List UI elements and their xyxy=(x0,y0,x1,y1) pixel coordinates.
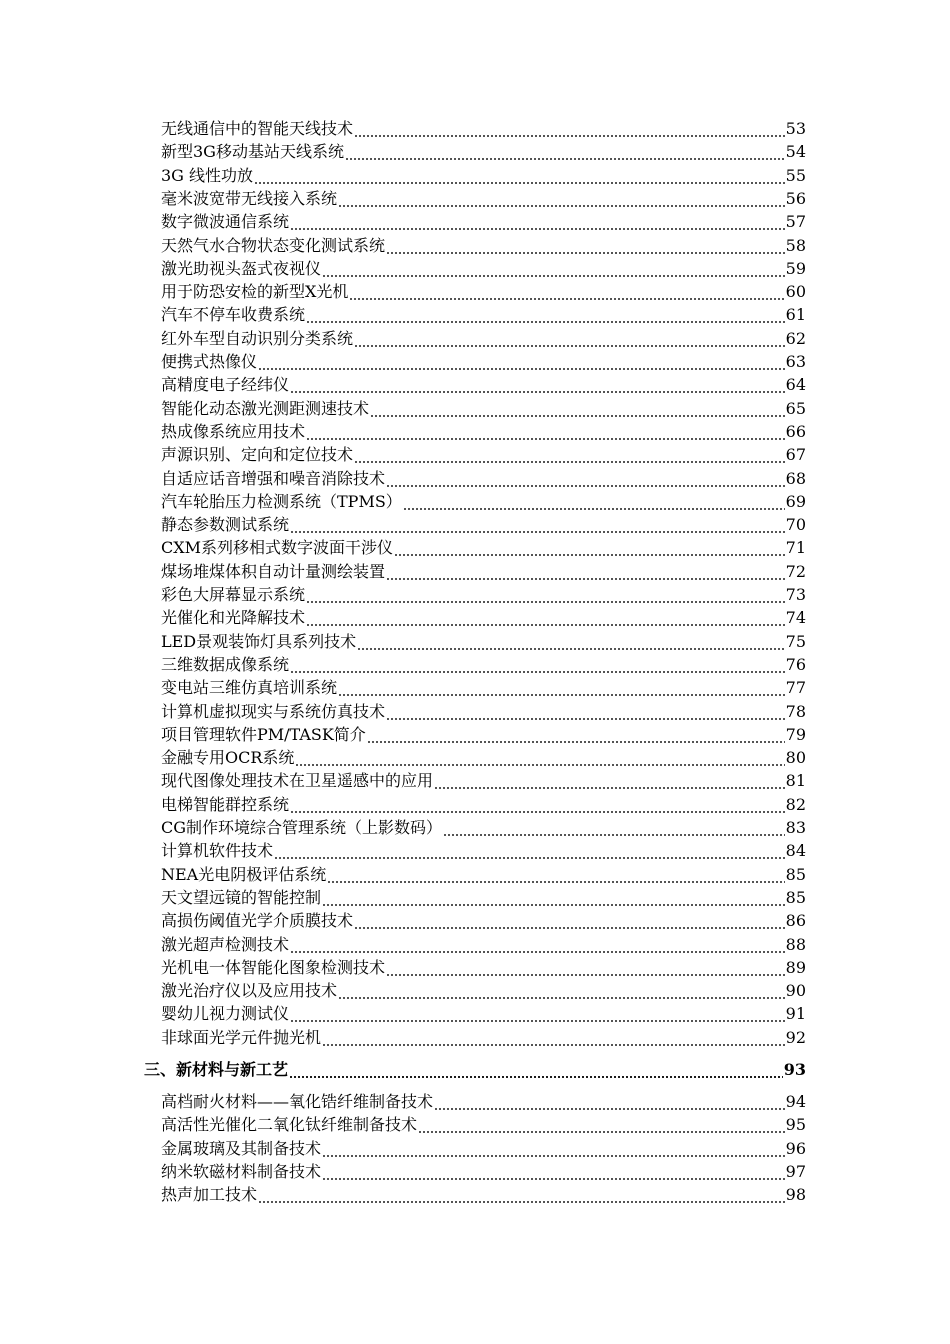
toc-entry[interactable] xyxy=(161,163,806,186)
toc-page: 94 xyxy=(785,1092,806,1111)
toc-page: 89 xyxy=(785,957,806,977)
dot-leader xyxy=(349,282,784,302)
toc-page: 59 xyxy=(785,258,806,278)
toc-page: 80 xyxy=(785,748,806,768)
dot-leader xyxy=(434,771,785,791)
toc-entry[interactable] xyxy=(161,745,806,768)
toc-entry[interactable] xyxy=(161,675,806,698)
dot-leader xyxy=(354,119,785,139)
dot-leader xyxy=(354,911,785,931)
toc-entry[interactable] xyxy=(161,605,806,628)
dot-leader xyxy=(386,236,785,256)
toc-page: 53 xyxy=(785,119,806,138)
toc-page: 84 xyxy=(785,841,806,861)
toc-title: 电梯智能群控系统 xyxy=(161,794,290,814)
toc-page: 96 xyxy=(785,1138,806,1158)
toc-title: 高精度电子经纬仪 xyxy=(161,375,290,395)
toc-page: 92 xyxy=(785,1027,806,1047)
toc-page: 97 xyxy=(785,1161,806,1181)
dot-leader xyxy=(289,1060,783,1080)
dot-leader xyxy=(345,142,785,162)
toc-page: 57 xyxy=(785,212,806,232)
dot-leader xyxy=(443,818,785,838)
toc-entry[interactable] xyxy=(161,978,806,1001)
dot-leader xyxy=(306,422,785,442)
dot-leader xyxy=(295,748,784,768)
toc-title: 高损伤阈值光学介质膜技术 xyxy=(161,911,354,931)
toc-entry[interactable] xyxy=(161,815,806,838)
dot-leader xyxy=(322,259,785,279)
toc-title: 彩色大屏幕显示系统 xyxy=(161,585,306,604)
dot-leader xyxy=(338,189,785,209)
dot-leader xyxy=(370,399,785,419)
toc-page: 77 xyxy=(785,678,806,698)
toc-entry[interactable] xyxy=(161,326,806,349)
dot-leader xyxy=(254,166,785,186)
toc-entry[interactable] xyxy=(161,512,806,535)
toc-page: 63 xyxy=(785,352,806,371)
toc-page: 55 xyxy=(785,165,806,185)
toc-title: 纳米软磁材料制备技术 xyxy=(161,1161,322,1181)
dot-leader xyxy=(386,562,785,582)
toc-entry[interactable] xyxy=(161,838,806,861)
dot-leader xyxy=(394,538,785,558)
dot-leader xyxy=(357,632,785,652)
toc-title: 激光超声检测技术 xyxy=(161,934,290,954)
toc-page: 64 xyxy=(785,375,806,395)
dot-leader xyxy=(290,655,785,675)
toc-entry[interactable] xyxy=(161,629,806,652)
toc-title: 数字微波通信系统 xyxy=(161,212,290,232)
dot-leader xyxy=(418,1115,785,1135)
toc-page: 70 xyxy=(785,515,806,535)
toc-section-heading[interactable] xyxy=(144,1057,806,1080)
toc-entry[interactable] xyxy=(161,419,806,442)
toc-entry[interactable] xyxy=(161,722,806,745)
toc-entry[interactable] xyxy=(161,1001,806,1024)
toc-title: 激光助视头盔式夜视仪 xyxy=(161,258,322,278)
dot-leader xyxy=(338,981,785,1001)
dot-leader xyxy=(386,469,785,489)
dot-leader xyxy=(338,678,785,698)
dot-leader xyxy=(386,958,785,978)
toc-entry[interactable] xyxy=(161,699,806,722)
toc-page: 71 xyxy=(785,538,806,558)
toc-title: 天文望远镜的智能控制 xyxy=(161,887,322,907)
toc-entry[interactable] xyxy=(161,652,806,675)
toc-entry[interactable] xyxy=(161,302,806,325)
dot-leader xyxy=(322,888,785,908)
toc-page: 58 xyxy=(785,235,806,255)
toc-entry[interactable] xyxy=(161,139,806,162)
toc-title: 汽车不停车收费系统 xyxy=(161,305,306,325)
toc-title: LED景观装饰灯具系列技术 xyxy=(161,631,357,651)
toc-title: 声源识别、定向和定位技术 xyxy=(161,445,354,465)
toc-entry[interactable] xyxy=(161,932,806,955)
toc-title: 汽车轮胎压力检测系统（TPMS） xyxy=(161,491,402,511)
toc-title: 计算机虚拟现实与系统仿真技术 xyxy=(161,701,386,721)
toc-entry[interactable] xyxy=(161,233,806,256)
toc-title: 静态参数测试系统 xyxy=(161,515,290,535)
toc-title: 无线通信中的智能天线技术 xyxy=(161,119,354,138)
dot-leader xyxy=(306,608,785,628)
toc-page: 66 xyxy=(785,421,806,441)
toc-page: 90 xyxy=(785,981,806,1001)
toc-page: 67 xyxy=(785,445,806,465)
toc-title: 非球面光学元件抛光机 xyxy=(161,1027,322,1047)
dot-leader xyxy=(367,725,785,745)
toc-page: 54 xyxy=(785,142,806,162)
toc-entry[interactable] xyxy=(161,372,806,395)
dot-leader xyxy=(290,515,785,535)
toc-title: 煤场堆煤体积自动计量测绘装置 xyxy=(161,561,386,581)
toc-page: 68 xyxy=(785,468,806,488)
toc-title: 3G 线性功放 xyxy=(161,165,254,185)
toc-page: 82 xyxy=(785,794,806,814)
toc-page: 62 xyxy=(785,328,806,348)
toc-entry[interactable] xyxy=(161,1089,806,1112)
toc-entry[interactable] xyxy=(161,1182,806,1205)
toc-page: 86 xyxy=(785,911,806,931)
toc-title: 高档耐火材料——氧化锆纤维制备技术 xyxy=(161,1092,434,1111)
toc-entry[interactable] xyxy=(161,349,806,372)
toc-title: 红外车型自动识别分类系统 xyxy=(161,328,354,348)
toc-page: 61 xyxy=(785,305,806,325)
dot-leader xyxy=(354,445,785,465)
toc-page: 74 xyxy=(785,608,806,628)
toc-title: 新型3G移动基站天线系统 xyxy=(161,142,344,162)
toc-page: 95 xyxy=(785,1115,806,1135)
dot-leader xyxy=(290,795,785,815)
toc-page: 56 xyxy=(785,188,806,208)
toc-title: 现代图像处理技术在卫星遥感中的应用 xyxy=(161,771,434,791)
toc-entry[interactable] xyxy=(161,186,806,209)
toc-page: 81 xyxy=(785,771,806,791)
toc-entry[interactable] xyxy=(161,1159,806,1182)
toc-page: 60 xyxy=(785,282,806,302)
toc-title: 金属玻璃及其制备技术 xyxy=(161,1138,322,1158)
toc-page: 72 xyxy=(785,561,806,581)
toc-title: CXM系列移相式数字波面干涉仪 xyxy=(161,538,394,558)
toc-page: 91 xyxy=(785,1004,806,1024)
toc-title: CG制作环境综合管理系统（上影数码） xyxy=(161,818,443,837)
toc-entry[interactable] xyxy=(161,256,806,279)
toc-title: 金融专用OCR系统 xyxy=(161,748,295,768)
toc-entry[interactable] xyxy=(161,489,806,512)
toc-entry[interactable] xyxy=(161,908,806,931)
toc-title: 热成像系统应用技术 xyxy=(161,421,306,441)
toc-title: NEA光电阴极评估系统 xyxy=(161,864,327,884)
toc-entry[interactable] xyxy=(161,792,806,815)
toc-title: 变电站三维仿真培训系统 xyxy=(161,678,338,698)
toc-title: 婴幼儿视力测试仪 xyxy=(161,1004,290,1024)
toc-title: 天然气水合物状态变化测试系统 xyxy=(161,235,386,255)
toc-title: 用于防恐安检的新型X光机 xyxy=(161,282,349,302)
toc-page: 65 xyxy=(785,398,806,418)
toc-title: 激光治疗仪以及应用技术 xyxy=(161,981,338,1001)
dot-leader xyxy=(386,702,785,722)
toc-page: 79 xyxy=(785,724,806,744)
toc-title: 热声加工技术 xyxy=(161,1185,258,1205)
toc-page: 76 xyxy=(785,654,806,674)
toc-entry[interactable] xyxy=(161,442,806,465)
toc-page: 78 xyxy=(785,701,806,721)
toc-page: 85 xyxy=(785,864,806,884)
toc-title: 项目管理软件PM/TASK简介 xyxy=(161,724,366,744)
dot-leader xyxy=(322,1162,785,1182)
toc-entry[interactable] xyxy=(161,535,806,558)
dot-leader xyxy=(403,492,785,512)
toc-entry[interactable] xyxy=(161,116,806,139)
toc-title: 三维数据成像系统 xyxy=(161,654,290,674)
toc-entry[interactable] xyxy=(161,582,806,605)
toc-entry[interactable] xyxy=(161,1136,806,1159)
section-title: 三、新材料与新工艺 xyxy=(144,1060,289,1079)
dot-leader xyxy=(322,1139,785,1159)
toc-entry[interactable] xyxy=(161,209,806,232)
dot-leader xyxy=(434,1092,785,1112)
toc-title: 毫米波宽带无线接入系统 xyxy=(161,188,338,208)
toc-title: 计算机软件技术 xyxy=(161,841,274,861)
toc-title: 高活性光催化二氧化钛纤维制备技术 xyxy=(161,1115,418,1135)
toc-title: 便携式热像仪 xyxy=(161,352,258,371)
toc-entry[interactable] xyxy=(161,1112,806,1135)
dot-leader xyxy=(274,841,785,861)
toc-page: 75 xyxy=(785,631,806,651)
section-page: 93 xyxy=(783,1060,806,1079)
toc-entry[interactable] xyxy=(161,279,806,302)
toc-page: 73 xyxy=(785,585,806,604)
toc-title: 光催化和光降解技术 xyxy=(161,608,306,628)
toc-title: 智能化动态激光测距测速技术 xyxy=(161,398,370,418)
toc-entry[interactable] xyxy=(161,559,806,582)
toc-entry[interactable] xyxy=(161,466,806,489)
dot-leader xyxy=(258,352,785,372)
toc-page: 69 xyxy=(785,491,806,511)
toc-page: 85 xyxy=(785,887,806,907)
dot-leader xyxy=(327,865,784,885)
toc-entry[interactable] xyxy=(161,885,806,908)
dot-leader xyxy=(322,1028,785,1048)
toc-entry[interactable] xyxy=(161,955,806,978)
toc-page: 88 xyxy=(785,934,806,954)
dot-leader xyxy=(290,1004,785,1024)
toc-entry[interactable] xyxy=(161,396,806,419)
toc-entry[interactable] xyxy=(161,768,806,791)
toc-title: 光机电一体智能化图象检测技术 xyxy=(161,957,386,977)
dot-leader xyxy=(354,329,785,349)
toc-page: 98 xyxy=(785,1185,806,1205)
dot-leader xyxy=(290,212,785,232)
dot-leader xyxy=(290,375,785,395)
toc-title: 自适应话音增强和噪音消除技术 xyxy=(161,468,386,488)
dot-leader xyxy=(258,1185,785,1205)
toc-page: 83 xyxy=(785,818,806,837)
toc-entry[interactable] xyxy=(161,862,806,885)
dot-leader xyxy=(290,935,785,955)
dot-leader xyxy=(306,585,785,605)
toc-entry[interactable] xyxy=(161,1025,806,1048)
dot-leader xyxy=(306,305,785,325)
